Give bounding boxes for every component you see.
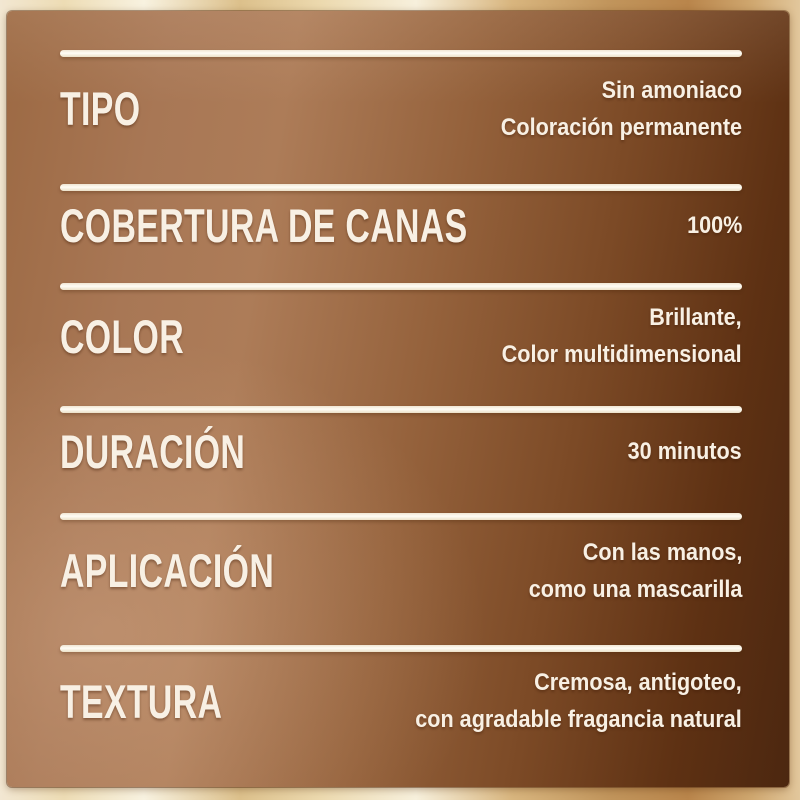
row-divider bbox=[60, 283, 742, 290]
spec-value-line: Cremosa, antigoteo, bbox=[534, 669, 742, 696]
spec-row bbox=[60, 57, 742, 184]
spec-value-line: 30 minutos bbox=[627, 437, 742, 465]
spec-label: TIPO bbox=[60, 82, 141, 135]
spec-values bbox=[628, 433, 742, 470]
spec-value-line: 100% bbox=[686, 211, 742, 239]
spec-label: COLOR bbox=[60, 309, 184, 363]
row-divider bbox=[60, 184, 742, 191]
spec-value-line: como una mascarilla bbox=[528, 575, 742, 603]
spec-values bbox=[501, 72, 742, 146]
spec-row bbox=[60, 413, 742, 513]
row-divider bbox=[60, 513, 742, 520]
product-info-panel bbox=[7, 11, 789, 787]
spec-values bbox=[528, 534, 742, 608]
spec-table bbox=[60, 11, 742, 774]
spec-values bbox=[502, 299, 742, 373]
spec-value-line: Color multidimensional bbox=[501, 341, 742, 368]
spec-label: COBERTURA DE CANAS bbox=[60, 198, 468, 252]
spec-row bbox=[60, 520, 742, 645]
row-divider bbox=[60, 406, 742, 413]
row-divider bbox=[60, 50, 742, 57]
spec-value-line: Sin amoniaco bbox=[601, 76, 742, 104]
spec-row bbox=[60, 191, 742, 283]
spec-row bbox=[60, 290, 742, 406]
row-divider bbox=[60, 645, 742, 652]
spec-row bbox=[60, 652, 742, 774]
spec-label: TEXTURA bbox=[60, 674, 223, 728]
spec-value-line: Brillante, bbox=[649, 304, 742, 331]
spec-values bbox=[415, 664, 742, 738]
spec-values bbox=[687, 207, 742, 244]
spec-label: APLICACIÓN bbox=[60, 544, 275, 597]
spec-label: DURACIÓN bbox=[60, 424, 246, 478]
spec-value-line: Coloración permanente bbox=[500, 113, 742, 141]
spec-value-line: Con las manos, bbox=[582, 538, 742, 566]
spec-value-line: con agradable fragancia natural bbox=[415, 706, 742, 733]
